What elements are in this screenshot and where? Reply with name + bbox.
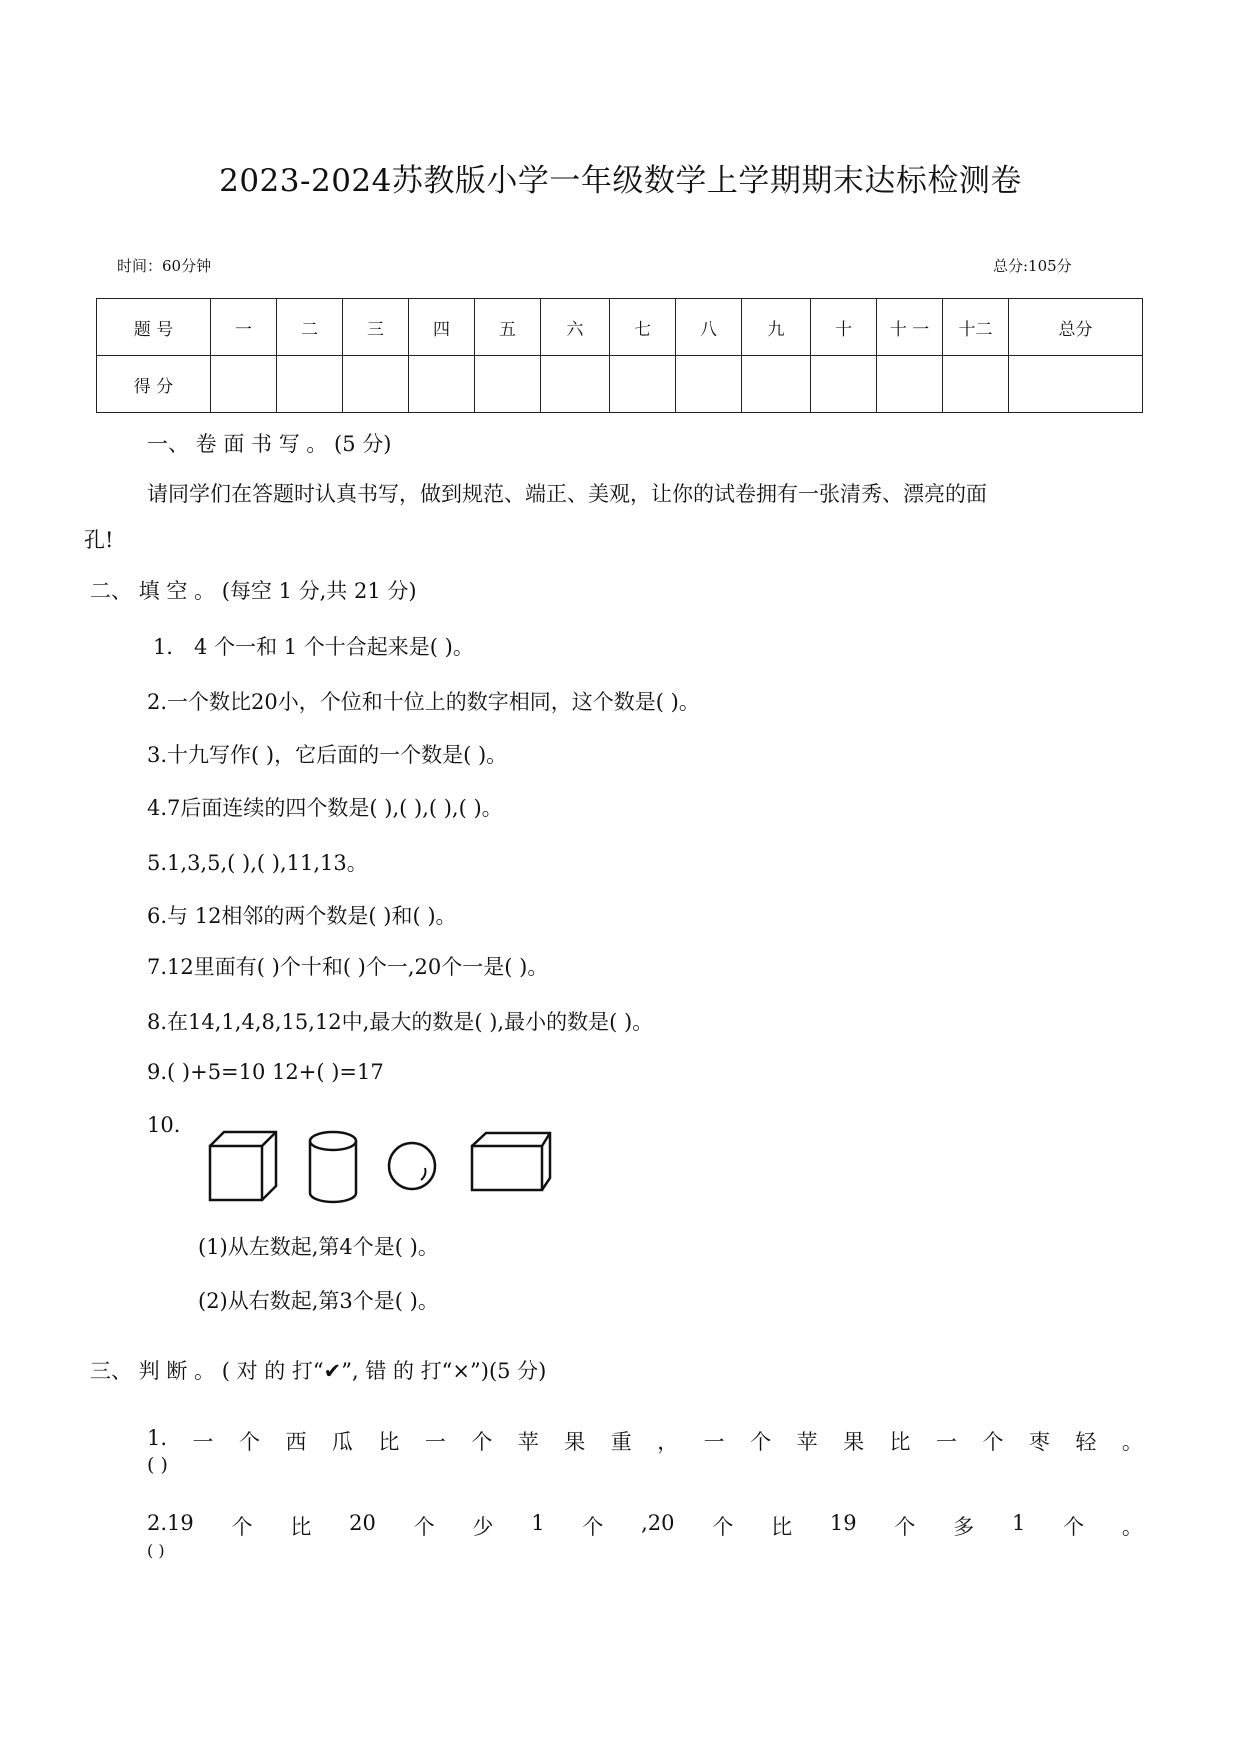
fill-question-2: 2.一个数比20小，个位和十位上的数字相同，这个数是( )。: [147, 690, 700, 714]
sphere-icon: [389, 1143, 435, 1189]
fill-question-9: 9.( )+5=10 12+( )=17: [147, 1060, 384, 1084]
score-cell[interactable]: [1009, 356, 1143, 413]
score-cell[interactable]: [211, 356, 277, 413]
q1-part: 个: [982, 1430, 1004, 1454]
q2-part: 1: [1011, 1511, 1026, 1535]
question-number-label: 题 号: [97, 299, 211, 356]
column-header: 七: [610, 299, 676, 356]
fill-question-3: 3.十九写作( )，它后面的一个数是( )。: [147, 743, 508, 767]
fill-question-4: 4.7后面连续的四个数是( ),( ),( ),( )。: [147, 796, 503, 820]
cylinder-icon: [310, 1132, 356, 1202]
column-header: 六: [541, 299, 610, 356]
q1-part: 瓜: [331, 1430, 353, 1454]
q1-part: 重: [610, 1430, 632, 1454]
fill-question-10-1: (1)从左数起,第4个是( )。: [198, 1235, 439, 1259]
judge-answer-2[interactable]: ( ): [147, 1541, 165, 1560]
cuboid-icon: [472, 1133, 550, 1190]
column-header: 三: [343, 299, 409, 356]
q1-part: 果: [843, 1430, 865, 1454]
q2-part: ,20: [641, 1511, 675, 1535]
column-header: 一: [211, 299, 277, 356]
score-cell[interactable]: [541, 356, 610, 413]
q2-part: 1: [531, 1511, 545, 1535]
q2-part: 2.19: [147, 1511, 194, 1535]
q1-part: 个: [750, 1430, 772, 1454]
score-cell[interactable]: [343, 356, 409, 413]
q1-part: 一: [192, 1430, 214, 1454]
q1-part: 比: [378, 1430, 400, 1454]
q2-part: 多: [953, 1515, 975, 1539]
fill-question-8: 8.在14,1,4,8,15,12中,最大的数是( ),最小的数是( )。: [147, 1010, 654, 1034]
score-cell[interactable]: [409, 356, 475, 413]
score-cell[interactable]: [943, 356, 1009, 413]
q2-part: 个: [582, 1515, 604, 1539]
q2-part: 比: [290, 1515, 312, 1539]
score-cell[interactable]: [475, 356, 541, 413]
q1-part: 轻: [1075, 1430, 1097, 1454]
q1-part: 。: [1121, 1430, 1143, 1454]
q2-part: 比: [771, 1515, 793, 1539]
score-table-header-row: [97, 299, 1143, 356]
column-header: 十: [811, 299, 877, 356]
q2-part: 个: [413, 1515, 435, 1539]
section1-text-cont: 孔!: [84, 528, 114, 552]
judge-question-2: [147, 1511, 1143, 1541]
score-cell[interactable]: [610, 356, 676, 413]
q2-part: 个: [712, 1515, 734, 1539]
total-score: 总分:105分: [993, 257, 1072, 275]
column-header: 总分: [1009, 299, 1143, 356]
score-cell[interactable]: [877, 356, 943, 413]
score-label: 得 分: [97, 356, 211, 413]
column-header: 二: [277, 299, 343, 356]
q1-part: 一: [703, 1430, 725, 1454]
score-cell[interactable]: [811, 356, 877, 413]
fill-question-10: 10.: [147, 1113, 181, 1137]
section3-heading: 三、 判 断 。 ( 对 的 打“✔”, 错 的 打“×”)(5 分): [90, 1359, 547, 1383]
q1-part: 苹: [517, 1430, 539, 1454]
q2-part: 19: [829, 1511, 857, 1535]
q1-part: 1.: [147, 1426, 168, 1450]
section2-heading: 二、 填 空 。 (每空 1 分,共 21 分): [90, 579, 417, 603]
q1-part: 枣: [1028, 1430, 1050, 1454]
column-header: 十 一: [877, 299, 943, 356]
score-cell[interactable]: [277, 356, 343, 413]
fill-question-6: 6.与 12相邻的两个数是( )和( )。: [147, 904, 457, 928]
q1-part: 个: [238, 1430, 260, 1454]
score-cell[interactable]: [742, 356, 811, 413]
q2-part: 少: [472, 1515, 494, 1539]
q1-part: 个: [471, 1430, 493, 1454]
q1-part: 一: [424, 1430, 446, 1454]
column-header: 八: [676, 299, 742, 356]
page-title: 2023-2024苏教版小学一年级数学上学期期末达标检测卷: [219, 163, 1022, 199]
section1-heading: 一、 卷 面 书 写 。 (5 分): [147, 432, 392, 456]
q1-part: ，: [657, 1430, 679, 1454]
q2-part: 。: [1121, 1515, 1143, 1539]
q1-part: 果: [564, 1430, 586, 1454]
judge-answer-1[interactable]: ( ): [147, 1454, 168, 1476]
q2-part: 个: [231, 1515, 253, 1539]
q2-part: 个: [1063, 1515, 1085, 1539]
fill-question-5: 5.1,3,5,( ),( ),11,13。: [147, 851, 368, 875]
score-table-score-row: [97, 356, 1143, 413]
judge-question-1: [147, 1426, 1143, 1456]
score-cell[interactable]: [676, 356, 742, 413]
q1-part: 比: [889, 1430, 911, 1454]
time-limit: 时间：60分钟: [117, 257, 212, 275]
fill-question-10-2: (2)从右数起,第3个是( )。: [198, 1289, 439, 1313]
score-table: [96, 298, 1143, 413]
column-header: 九: [742, 299, 811, 356]
q2-part: 20: [349, 1511, 376, 1535]
fill-question-1: 1． 4 个一和 1 个十合起来是( )。: [153, 635, 474, 659]
fill-question-7: 7.12里面有( )个十和( )个一,20个一是( )。: [147, 955, 549, 979]
section1-text: 请同学们在答题时认真书写，做到规范、端正、美观，让你的试卷拥有一张清秀、漂亮的面: [147, 482, 987, 506]
column-header: 五: [475, 299, 541, 356]
q1-part: 一: [936, 1430, 958, 1454]
q1-part: 苹: [796, 1430, 818, 1454]
solid-shapes-figure: [208, 1130, 558, 1210]
cube-icon: [210, 1132, 276, 1200]
column-header: 四: [409, 299, 475, 356]
q1-part: 西: [285, 1430, 307, 1454]
q2-part: 个: [894, 1515, 916, 1539]
column-header: 十二: [943, 299, 1009, 356]
